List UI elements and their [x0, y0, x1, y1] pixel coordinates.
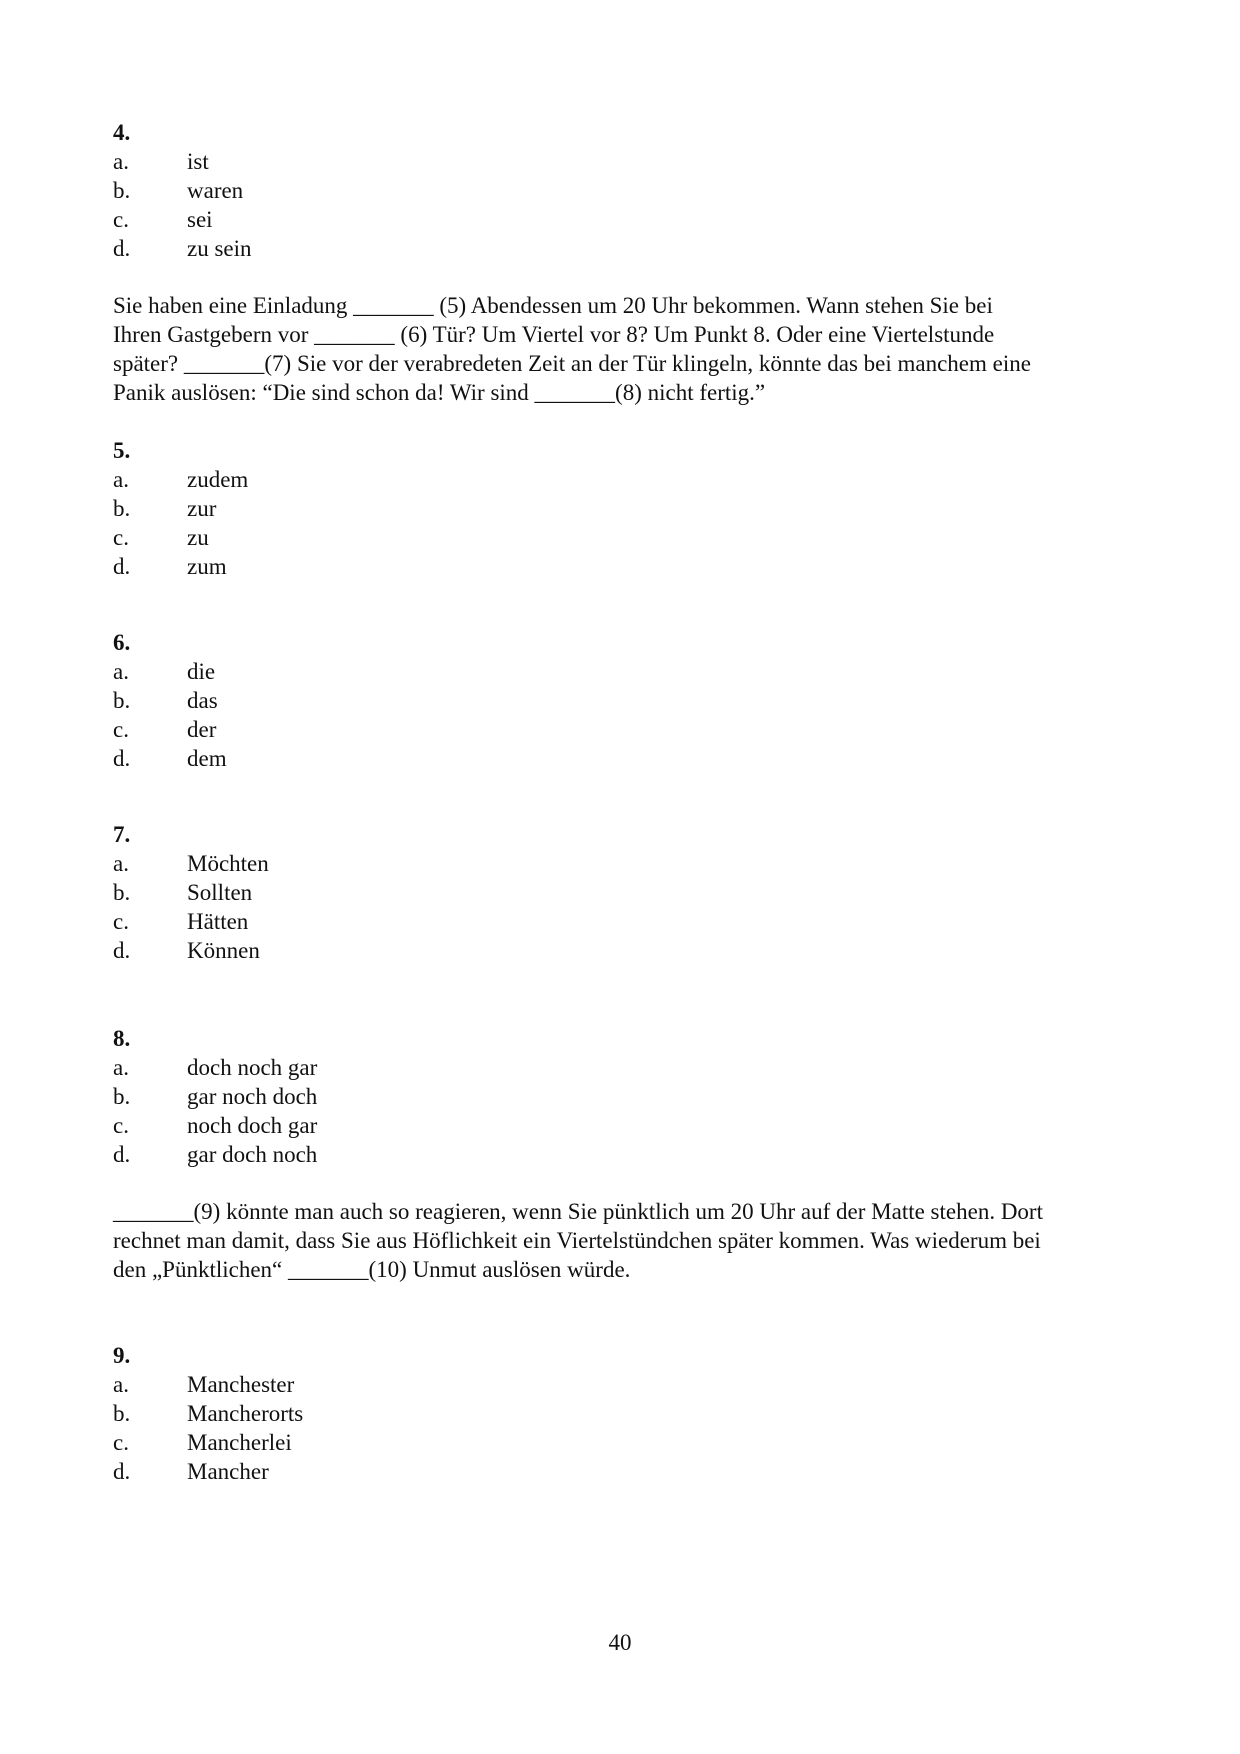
option-letter: a.: [113, 1055, 129, 1080]
option-text: doch noch gar: [187, 1055, 318, 1080]
option-item: [113, 936, 269, 965]
options-list-8: [113, 1053, 317, 1169]
option-item: [113, 205, 252, 234]
option-letter: c.: [113, 207, 129, 232]
option-letter: a.: [113, 851, 129, 876]
option-letter: b.: [113, 178, 131, 203]
option-letter: b.: [113, 496, 131, 521]
option-item: [113, 1428, 303, 1457]
option-letter: d.: [113, 1142, 131, 1167]
passage-line: später? _______(7) Sie vor der verabredeten Zeit an der Tür klingeln, könnte das bei manchem eine: [113, 351, 1031, 376]
option-text: dem: [187, 746, 227, 771]
question-number-8: 8.: [113, 1026, 131, 1051]
option-text: ist: [187, 149, 209, 174]
question-number-5: 5.: [113, 438, 131, 463]
option-letter: d.: [113, 938, 131, 963]
passage-line: _______(9) könnte man auch so reagieren, wenn Sie pünktlich um 20 Uhr auf der Matte stehen. Dort: [113, 1199, 1043, 1224]
option-item: [113, 465, 248, 494]
option-item: [113, 1140, 317, 1169]
option-item: [113, 1053, 317, 1082]
question-number-9: 9.: [113, 1343, 131, 1368]
option-item: [113, 715, 227, 744]
option-text: zu sein: [187, 236, 252, 261]
option-text: zur: [187, 496, 217, 521]
passage-line: Sie haben eine Einladung _______ (5) Abendessen um 20 Uhr bekommen. Wann stehen Sie bei: [113, 293, 993, 318]
option-letter: b.: [113, 1401, 131, 1426]
option-letter: c.: [113, 717, 129, 742]
option-item: [113, 686, 227, 715]
option-item: [113, 1082, 317, 1111]
passage-line: Panik auslösen: “Die sind schon da! Wir sind _______(8) nicht fertig.”: [113, 380, 766, 405]
options-list-5: [113, 465, 248, 581]
option-item: [113, 1457, 303, 1486]
option-letter: b.: [113, 880, 131, 905]
option-text: das: [187, 688, 218, 713]
option-text: Mancher: [187, 1459, 269, 1484]
question-number-7: 7.: [113, 822, 131, 847]
passage-line: Ihren Gastgebern vor _______ (6) Tür? Um Viertel vor 8? Um Punkt 8. Oder eine Viertelstunde: [113, 322, 995, 347]
option-text: Können: [187, 938, 260, 963]
option-letter: a.: [113, 149, 129, 174]
options-list-7: [113, 849, 269, 965]
option-item: [113, 878, 269, 907]
page-number: 40: [608, 1630, 632, 1655]
option-letter: a.: [113, 467, 129, 492]
option-text: Manchester: [187, 1372, 295, 1397]
option-item: [113, 849, 269, 878]
option-text: Sollten: [187, 880, 253, 905]
option-letter: d.: [113, 554, 131, 579]
option-text: sei: [187, 207, 213, 232]
passage-1: [113, 291, 1133, 407]
option-letter: c.: [113, 1113, 129, 1138]
option-text: Mancherorts: [187, 1401, 304, 1426]
option-letter: a.: [113, 659, 129, 684]
option-letter: c.: [113, 525, 129, 550]
option-item: [113, 234, 252, 263]
option-text: Mancherlei: [187, 1430, 292, 1455]
option-text: Möchten: [187, 851, 269, 876]
option-item: [113, 1111, 317, 1140]
options-list-6: [113, 657, 227, 773]
option-item: [113, 494, 248, 523]
option-item: [113, 147, 252, 176]
option-item: [113, 1370, 303, 1399]
option-item: [113, 176, 252, 205]
option-item: [113, 907, 269, 936]
passage-2: [113, 1197, 1133, 1284]
option-item: [113, 552, 248, 581]
option-text: zum: [187, 554, 227, 579]
option-text: gar doch noch: [187, 1142, 318, 1167]
option-letter: b.: [113, 688, 131, 713]
passage-line: rechnet man damit, dass Sie aus Höflichkeit ein Viertelstündchen später kommen. Was wiederum bei: [113, 1228, 1041, 1253]
option-text: Hätten: [187, 909, 249, 934]
option-letter: d.: [113, 746, 131, 771]
option-text: der: [187, 717, 217, 742]
passage-line: den „Pünktlichen“ _______(10) Unmut auslösen würde.: [113, 1257, 631, 1282]
question-number-4: 4.: [113, 120, 131, 145]
option-item: [113, 657, 227, 686]
option-letter: a.: [113, 1372, 129, 1397]
option-item: [113, 744, 227, 773]
option-letter: d.: [113, 1459, 131, 1484]
option-text: zu: [187, 525, 209, 550]
options-list-4: [113, 147, 252, 263]
option-text: zudem: [187, 467, 249, 492]
option-letter: c.: [113, 1430, 129, 1455]
option-text: gar noch doch: [187, 1084, 318, 1109]
option-item: [113, 1399, 303, 1428]
option-letter: d.: [113, 236, 131, 261]
option-item: [113, 523, 248, 552]
option-text: die: [187, 659, 216, 684]
option-letter: c.: [113, 909, 129, 934]
question-number-6: 6.: [113, 630, 131, 655]
option-letter: b.: [113, 1084, 131, 1109]
options-list-9: [113, 1370, 303, 1486]
option-text: noch doch gar: [187, 1113, 318, 1138]
option-text: waren: [187, 178, 244, 203]
